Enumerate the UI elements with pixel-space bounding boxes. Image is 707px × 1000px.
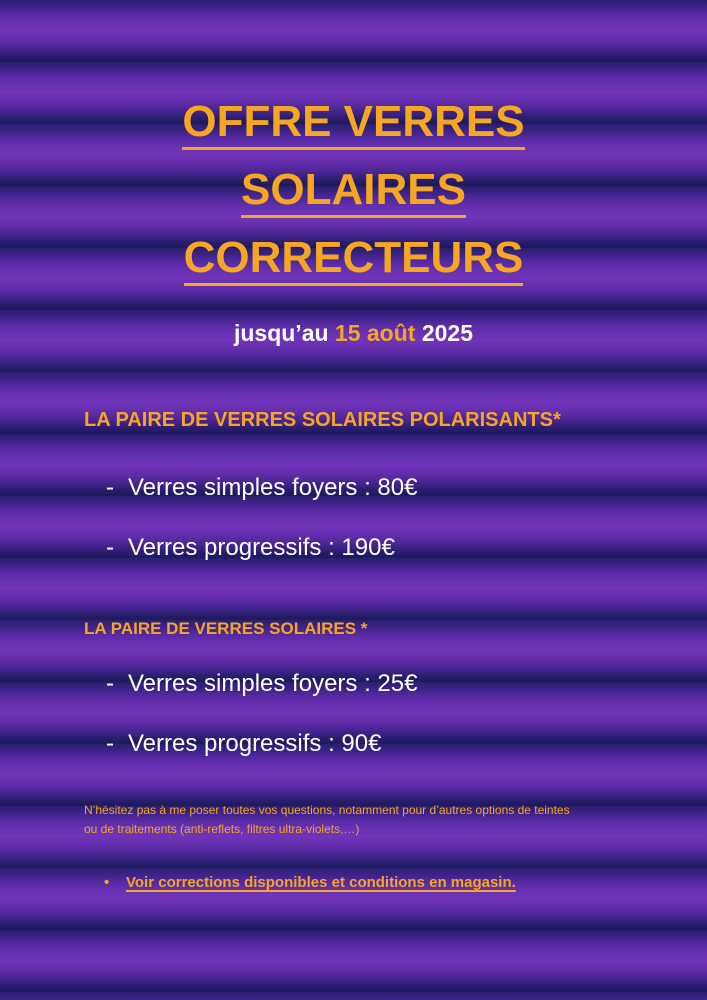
date-year: 2025 — [421, 320, 474, 346]
conditions-link[interactable]: Voir corrections disponibles et conditions en magasin. — [126, 874, 516, 891]
contact-note — [84, 801, 644, 839]
note-line-1: N’hésitez pas à me poser toutes vos questions, notamment pour d’autres options de teintes — [84, 803, 570, 817]
title-line-2: SOLAIRES — [0, 168, 707, 212]
note-line-2: ou de traitements (anti-reflets, filtres ultra-violets,…) — [84, 822, 360, 836]
offer-validity-date — [0, 320, 707, 347]
price-item-solar-single-vision — [106, 670, 417, 698]
section-heading-polarized: LA PAIRE DE VERRES SOLAIRES POLARISANTS* — [84, 409, 561, 431]
list-dash: - — [106, 474, 114, 501]
section-heading-solar: LA PAIRE DE VERRES SOLAIRES * — [84, 619, 368, 638]
price-item-solar-progressive — [106, 730, 381, 758]
date-highlight: 15 août — [334, 320, 416, 346]
list-dash: - — [106, 730, 114, 757]
price-item-polarized-progressive — [106, 534, 395, 562]
price-label: Verres simples foyers : 80€ — [128, 474, 418, 501]
title-line-3: CORRECTEURS — [0, 236, 707, 280]
list-dash: - — [106, 534, 114, 561]
price-label: Verres progressifs : 90€ — [128, 730, 382, 757]
price-label: Verres simples foyers : 25€ — [128, 670, 418, 697]
list-dash: - — [106, 670, 114, 697]
price-item-polarized-single-vision — [106, 474, 417, 502]
bullet-icon: • — [104, 874, 110, 891]
price-label: Verres progressifs : 190€ — [128, 534, 395, 561]
title-line-1: OFFRE VERRES — [0, 100, 707, 144]
date-prefix: jusqu’au — [233, 320, 329, 346]
conditions-list-item — [104, 874, 516, 891]
